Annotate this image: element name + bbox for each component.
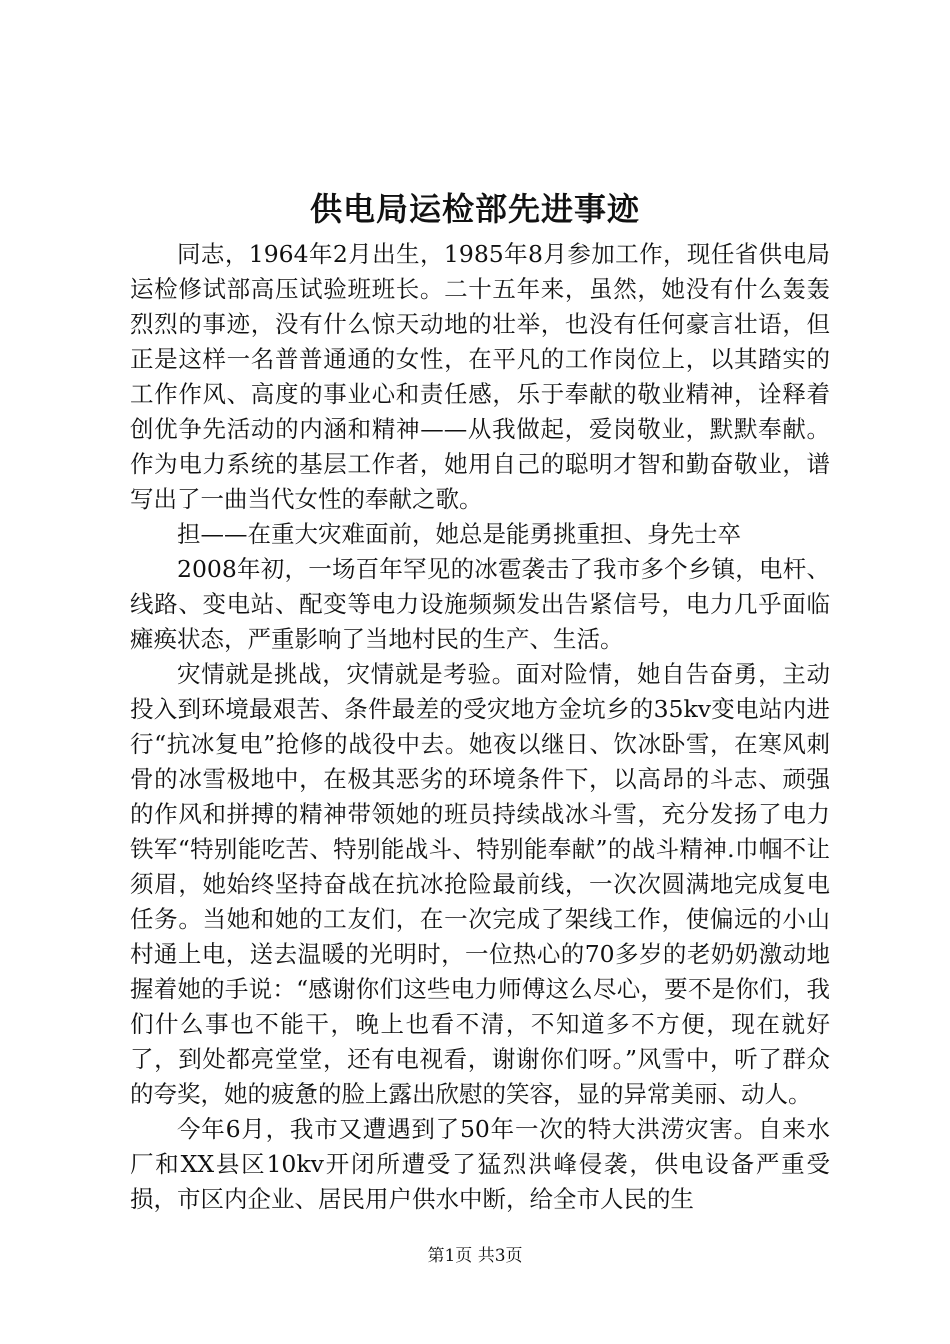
paragraph-section-heading: 担——在重大灾难面前，她总是能勇挑重担、身先士卒 — [177, 520, 741, 548]
paragraph-flood: 今年6月，我市又遭遇到了50年一次的特大洪涝灾害。自来水厂和XX县区10kv开闭所遭受了猛烈洪峰侵袭，供电设备严重受损，市区内企业、居民用户供水中断，给全市人民的生 — [130, 1115, 830, 1213]
page-footer: 第1页 共3页 — [427, 1246, 523, 1266]
paragraph-rescue-work: 灾情就是挑战，灾情就是考验。面对险情，她自告奋勇，主动投入到环境最艰苦、条件最差的受灾地方金坑乡的35kv变电站内进行“抗冰复电”抢修的战役中去。她夜以继日、饮冰卧雪，在寒风刺骨的冰雪极地中，在极其恶劣的环境条件下，以高昂的斗志、顽强的作风和拼搏的精神带领她的班员持续战冰斗雪，充分发扬了电力铁军“特别能吃苦、特别能战斗、特别能奉献”的战斗精神.巾帼不让须眉，她始终坚持奋战在抗冰抢险最前线，一次次圆满地完成复电任务。当她和她的工友们，在一次完成了架线工作，使偏远的小山村通上电，送去温暖的光明时，一位热心的70多岁的老奶奶激动地握着她的手说：“感谢你们这些电力师傅这么尽心，要不是你们，我们什么事也不能干，晚上也看不清，不知道多不方便，现在就好了，到处都亮堂堂，还有电视看，谢谢你们呀。”风雪中，听了群众的夸奖，她的疲惫的脸上露出欣慰的笑容，显的异常美丽、动人。 — [130, 660, 830, 1108]
paragraph-intro: 同志，1964年2月出生，1985年8月参加工作，现任省供电局运检修试部高压试验班班长。二十五年来，虽然，她没有什么轰轰烈烈的事迹，没有什么惊天动地的壮举，也没有任何豪言壮语，但正是这样一名普普通通的女性，在平凡的工作岗位上，以其踏实的工作作风、高度的事业心和责任感，乐于奉献的敬业精神，诠释着创优争先活动的内涵和精神——从我做起，爱岗敬业，默默奉献。作为电力系统的基层工作者，她用自己的聪明才智和勤奋敬业，谱写出了一曲当代女性的奉献之歌。 — [130, 240, 830, 513]
document-body — [130, 237, 830, 1217]
paragraph-ice-disaster: 2008年初，一场百年罕见的冰雹袭击了我市多个乡镇，电杆、线路、变电站、配变等电力设施频频发出告紧信号，电力几乎面临瘫痪状态，严重影响了当地村民的生产、生活。 — [130, 555, 830, 653]
document-title: 供电局运检部先进事迹 — [309, 190, 640, 228]
